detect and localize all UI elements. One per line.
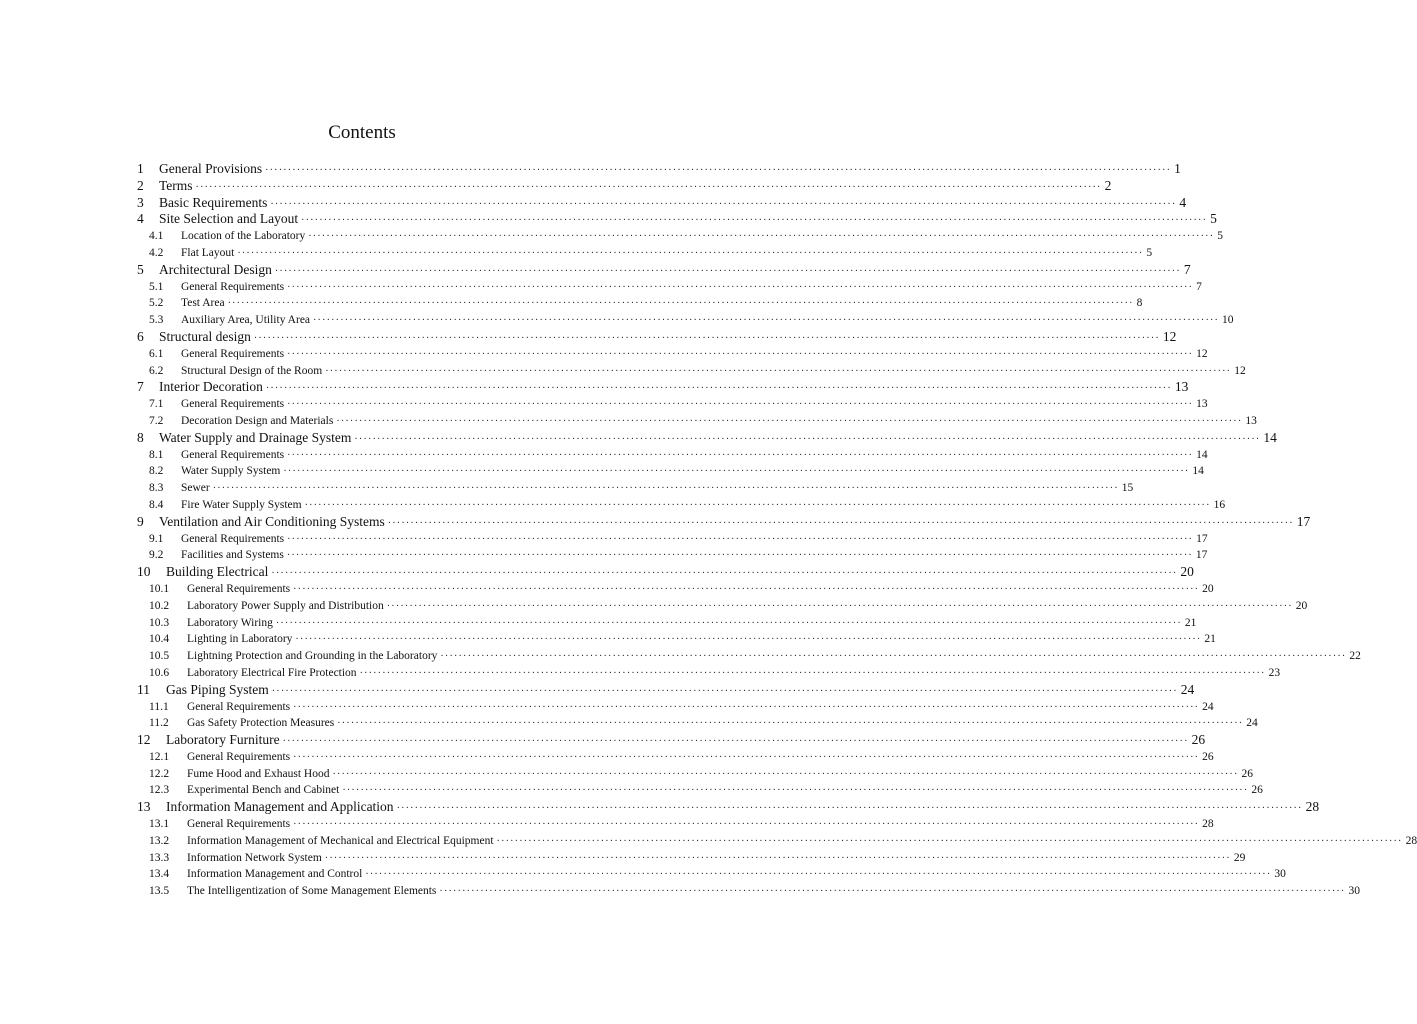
dot-leader: ········································································································································································································ (282, 736, 1189, 748)
dot-leader: ········································································································································································································ (336, 415, 1243, 427)
toc-entry-page: 13 (1174, 379, 1189, 395)
toc-entry-number: 6 (137, 328, 144, 344)
toc-entry-number: 10.6 (149, 666, 170, 679)
dot-leader: ········································································································································································································ (286, 550, 1193, 562)
toc-entry-title: General Requirements (187, 818, 291, 831)
toc-entry-number: 9 (137, 513, 144, 529)
toc-entry-page: 24 (1180, 681, 1195, 697)
toc-entry-number: 8.1 (149, 448, 164, 461)
toc-entry-title: Ventilation and Air Conditioning Systems (159, 513, 385, 529)
toc-section[interactable] (137, 228, 1223, 245)
toc-entry-title: Lighting in Laboratory (187, 633, 293, 646)
toc-entry-number: 8 (137, 429, 144, 445)
toc-entry-number: 8.3 (149, 482, 164, 495)
dot-leader: ········································································································································································································ (313, 315, 1220, 327)
toc-entry-title: Laboratory Wiring (187, 616, 273, 629)
toc-entry-number: 6.2 (149, 364, 164, 377)
toc-entry-number: 13.2 (149, 834, 170, 847)
toc-entry-page: 22 (1349, 650, 1361, 663)
toc-section[interactable] (137, 699, 1214, 716)
toc-entry-page: 12 (1234, 364, 1246, 377)
toc-section[interactable] (137, 833, 1417, 850)
toc-entry-page: 21 (1184, 616, 1197, 629)
toc-entry-title: Facilities and Systems (181, 549, 284, 562)
toc-chapter[interactable] (137, 799, 1320, 816)
toc-entry-number: 8.2 (149, 465, 164, 478)
dot-leader: ········································································································································································································ (295, 634, 1202, 646)
dot-leader: ········································································································································································································ (325, 365, 1232, 377)
dot-leader: ········································································································································································································ (275, 617, 1182, 629)
toc-entry-number: 11 (137, 681, 150, 697)
toc-entry-page: 28 (1202, 818, 1214, 831)
dot-leader: ········································································································································································································ (227, 298, 1134, 310)
dot-leader: ········································································································································································································ (287, 399, 1194, 411)
toc-entry-page: 26 (1241, 767, 1253, 780)
toc-entry-page: 17 (1196, 532, 1208, 545)
toc-entry-number: 5.2 (149, 297, 164, 310)
toc-entry-title: Flat Layout (181, 246, 235, 259)
toc-entry-title: Structural design (159, 328, 251, 344)
toc-entry-page: 17 (1296, 513, 1311, 529)
toc-chapter[interactable] (137, 379, 1189, 396)
toc-section[interactable] (137, 866, 1286, 883)
toc-entry-number: 5 (137, 261, 144, 277)
toc-section[interactable] (137, 497, 1226, 514)
toc-entry-number: 10.3 (149, 616, 170, 629)
toc-entry-page: 7 (1196, 280, 1202, 293)
dot-leader: ········································································································································································································ (359, 667, 1266, 679)
dot-leader: ········································································································································································································ (387, 517, 1294, 529)
toc-section[interactable] (137, 615, 1197, 632)
toc-entry-title: Lightning Protection and Grounding in the Laboratory (187, 650, 438, 663)
toc-entry-title: General Requirements (181, 398, 285, 411)
toc-entry-number: 10.4 (149, 633, 170, 646)
toc-section[interactable] (137, 463, 1204, 480)
toc-entry-title: Location of the Laboratory (181, 230, 306, 243)
toc-entry-page: 30 (1348, 885, 1360, 898)
dot-leader: ········································································································································································································ (324, 852, 1231, 864)
toc-entry-page: 13 (1196, 398, 1208, 411)
toc-entry-number: 10.5 (149, 650, 170, 663)
dot-leader: ········································································································································································································ (293, 751, 1200, 763)
toc-entry-page: 12 (1162, 328, 1177, 344)
toc-section[interactable] (137, 346, 1208, 363)
toc-entry-title: Site Selection and Layout (159, 211, 299, 227)
toc-section[interactable] (137, 631, 1216, 648)
toc-entry-page: 13 (1245, 414, 1257, 427)
toc-section[interactable] (137, 782, 1263, 799)
toc-entry-page: 26 (1251, 784, 1263, 797)
toc-entry-page: 4 (1179, 194, 1187, 210)
toc-section[interactable] (137, 816, 1214, 833)
toc-entry-title: Basic Requirements (159, 194, 268, 210)
toc-section[interactable] (137, 295, 1143, 312)
toc-entry-number: 13 (137, 799, 151, 815)
toc-entry-number: 13.5 (149, 885, 170, 898)
toc-entry-page: 20 (1180, 564, 1194, 580)
dot-leader: ········································································································································································································ (237, 247, 1144, 259)
dot-leader: ········································································································································································································ (195, 181, 1102, 193)
dot-leader: ········································································································································································································ (283, 466, 1190, 478)
toc-entry-page: 14 (1196, 448, 1208, 461)
dot-leader: ········································································································································································································ (354, 433, 1261, 445)
toc-entry-number: 6.1 (149, 347, 164, 360)
page-title: Contents (328, 122, 396, 143)
toc-entry-title: Information Management of Mechanical and Electrical Equipment (187, 834, 494, 847)
toc-entry-page: 10 (1222, 314, 1234, 327)
toc-entry-page: 5 (1217, 230, 1223, 243)
toc-entry-title: Structural Design of the Room (181, 364, 323, 377)
dot-leader: ········································································································································································································ (287, 449, 1194, 461)
toc-entry-page: 21 (1204, 633, 1216, 646)
toc-entry-page: 28 (1405, 834, 1417, 847)
toc-section[interactable] (137, 413, 1257, 430)
dot-leader: ········································································································································································································ (287, 533, 1194, 545)
toc-entry-number: 7.1 (149, 398, 164, 411)
dot-leader: ········································································································································································································ (265, 383, 1172, 395)
toc-entry-title: The Intelligentization of Some Management Elements (187, 885, 437, 898)
toc-entry-number: 8.4 (149, 498, 164, 511)
toc-section[interactable] (137, 447, 1208, 464)
toc-entry-title: Information Management and Application (166, 799, 394, 815)
dot-leader: ········································································································································································································ (287, 281, 1194, 293)
dot-leader: ········································································································································································································ (332, 768, 1239, 780)
toc-entry-number: 10 (137, 564, 151, 580)
toc-entry-number: 10.1 (149, 582, 170, 595)
dot-leader: ········································································································································································································ (301, 215, 1208, 227)
toc-entry-page: 5 (1210, 211, 1217, 227)
toc-entry-page: 23 (1268, 666, 1281, 679)
toc-entry-page: 29 (1233, 851, 1246, 864)
toc-entry-number: 7 (137, 379, 144, 395)
toc-entry-number: 3 (137, 194, 144, 210)
toc-entry-number: 4.1 (149, 230, 164, 243)
toc-entry-title: Experimental Bench and Cabinet (187, 784, 340, 797)
toc-entry-page: 15 (1121, 482, 1134, 495)
toc-section[interactable] (137, 480, 1134, 497)
dot-leader: ········································································································································································································ (386, 600, 1293, 612)
toc-entry-number: 4 (137, 211, 144, 227)
toc-entry-title: General Requirements (181, 347, 285, 360)
toc-entry-page: 26 (1202, 750, 1214, 763)
dot-leader: ········································································································································································································ (253, 332, 1160, 344)
dot-leader: ········································································································································································································ (271, 685, 1178, 697)
toc-section[interactable] (137, 581, 1214, 598)
toc-entry-number: 5.1 (149, 280, 164, 293)
dot-leader: ········································································································································································································ (287, 348, 1194, 360)
toc-chapter[interactable] (137, 681, 1195, 699)
toc-entry-number: 9.1 (149, 532, 164, 545)
toc-entry-page: 7 (1183, 261, 1191, 277)
toc-section[interactable] (137, 715, 1258, 732)
toc-entry-title: Information Network System (187, 851, 322, 864)
toc-chapter[interactable] (137, 328, 1177, 346)
toc-section[interactable] (137, 850, 1246, 867)
toc-entry-title: Fume Hood and Exhaust Hood (187, 767, 330, 780)
toc-entry-title: General Requirements (187, 700, 291, 713)
toc-section[interactable] (137, 766, 1253, 783)
toc-entry-title: Gas Safety Protection Measures (187, 717, 335, 730)
toc-section[interactable] (137, 396, 1208, 413)
dot-leader: ········································································································································································································ (439, 886, 1346, 898)
toc-entry-number: 4.2 (149, 246, 164, 259)
toc-entry-title: General Requirements (181, 448, 285, 461)
toc-entry-number: 12.2 (149, 767, 170, 780)
toc-section[interactable] (137, 883, 1360, 900)
toc-entry-title: Laboratory Electrical Fire Protection (187, 666, 357, 679)
toc-chapter[interactable] (137, 429, 1277, 447)
dot-leader: ········································································································································································································ (496, 835, 1403, 847)
dot-leader: ········································································································································································································ (293, 701, 1200, 713)
table-of-contents (137, 161, 1417, 900)
toc-entry-title: General Requirements (187, 750, 291, 763)
toc-entry-page: 5 (1146, 246, 1153, 259)
toc-entry-page: 20 (1202, 582, 1214, 595)
toc-entry-number: 11.1 (149, 700, 169, 713)
toc-chapter[interactable] (137, 732, 1206, 749)
toc-chapter[interactable] (137, 513, 1311, 531)
dot-leader: ········································································································································································································ (440, 651, 1347, 663)
toc-entry-number: 12.1 (149, 750, 170, 763)
dot-leader: ········································································································································································································ (365, 869, 1272, 881)
dot-leader: ········································································································································································································ (304, 499, 1211, 511)
toc-entry-title: Building Electrical (166, 564, 269, 580)
toc-entry-page: 30 (1274, 868, 1286, 881)
dot-leader: ········································································································································································································ (293, 819, 1200, 831)
toc-entry-page: 24 (1202, 700, 1214, 713)
toc-entry-number: 12 (137, 732, 151, 748)
toc-entry-number: 11.2 (149, 717, 169, 730)
toc-entry-title: General Requirements (181, 532, 285, 545)
toc-entry-page: 12 (1196, 347, 1208, 360)
toc-entry-page: 14 (1263, 429, 1277, 445)
toc-entry-number: 7.2 (149, 414, 164, 427)
dot-leader: ········································································································································································································ (308, 231, 1215, 243)
dot-leader: ········································································································································································································ (396, 803, 1303, 815)
toc-entry-title: Water Supply System (181, 465, 281, 478)
toc-entry-page: 28 (1305, 799, 1320, 815)
toc-section[interactable] (137, 363, 1246, 380)
toc-entry-title: General Requirements (187, 582, 291, 595)
dot-leader: ········································································································································································································ (270, 198, 1177, 210)
dot-leader: ········································································································································································································ (293, 583, 1200, 595)
toc-entry-title: Fire Water Supply System (181, 498, 302, 511)
toc-entry-title: Water Supply and Drainage System (159, 429, 352, 445)
toc-chapter[interactable] (137, 261, 1191, 279)
toc-entry-page: 16 (1213, 498, 1226, 511)
toc-section[interactable] (137, 531, 1208, 548)
toc-entry-number: 13.3 (149, 851, 170, 864)
toc-entry-title: Interior Decoration (159, 379, 263, 395)
dot-leader: ········································································································································································································ (337, 718, 1244, 730)
dot-leader: ········································································································································································································ (342, 785, 1249, 797)
toc-entry-title: Sewer (181, 482, 210, 495)
dot-leader: ········································································································································································································ (274, 265, 1181, 277)
toc-entry-title: Decoration Design and Materials (181, 414, 334, 427)
toc-entry-title: Gas Piping System (166, 681, 269, 697)
toc-section[interactable] (137, 547, 1208, 564)
toc-section[interactable] (137, 749, 1214, 766)
toc-entry-title: Laboratory Power Supply and Distribution (187, 599, 384, 612)
toc-entry-title: Auxiliary Area, Utility Area (181, 314, 311, 327)
toc-entry-page: 2 (1104, 177, 1112, 193)
toc-entry-page: 24 (1246, 717, 1258, 730)
toc-entry-page: 26 (1191, 732, 1206, 748)
toc-entry-number: 1 (137, 161, 144, 176)
toc-entry-number: 2 (137, 177, 144, 193)
toc-chapter[interactable] (137, 564, 1194, 581)
toc-section[interactable] (137, 598, 1308, 615)
toc-entry-number: 12.3 (149, 784, 170, 797)
toc-entry-number: 13.4 (149, 868, 170, 881)
toc-section[interactable] (137, 648, 1361, 665)
dot-leader: ········································································································································································································ (265, 165, 1172, 176)
toc-section[interactable] (137, 312, 1234, 329)
toc-section[interactable] (137, 245, 1153, 262)
toc-entry-page: 17 (1195, 549, 1208, 562)
dot-leader: ········································································································································································································ (271, 568, 1178, 580)
toc-entry-number: 10.2 (149, 599, 170, 612)
toc-chapter[interactable] (137, 194, 1187, 212)
toc-entry-title: Test Area (181, 297, 225, 310)
toc-entry-title: Information Management and Control (187, 868, 363, 881)
toc-chapter[interactable] (137, 177, 1112, 195)
toc-entry-title: Laboratory Furniture (166, 732, 280, 748)
toc-entry-title: Architectural Design (159, 261, 272, 277)
toc-entry-title: Terms (159, 177, 193, 193)
toc-entry-page: 14 (1192, 465, 1204, 478)
toc-section[interactable] (137, 279, 1202, 296)
dot-leader: ········································································································································································································ (212, 483, 1119, 495)
toc-entry-number: 9.2 (149, 549, 164, 562)
toc-section[interactable] (137, 665, 1281, 682)
toc-entry-page: 8 (1136, 297, 1143, 310)
toc-chapter[interactable] (137, 211, 1217, 228)
toc-entry-number: 13.1 (149, 818, 170, 831)
toc-entry-number: 5.3 (149, 314, 164, 327)
toc-chapter[interactable] (137, 161, 1181, 178)
toc-entry-page: 1 (1174, 161, 1181, 176)
toc-entry-title: General Requirements (181, 280, 285, 293)
toc-entry-title: General Provisions (159, 161, 263, 176)
toc-entry-page: 20 (1295, 599, 1308, 612)
